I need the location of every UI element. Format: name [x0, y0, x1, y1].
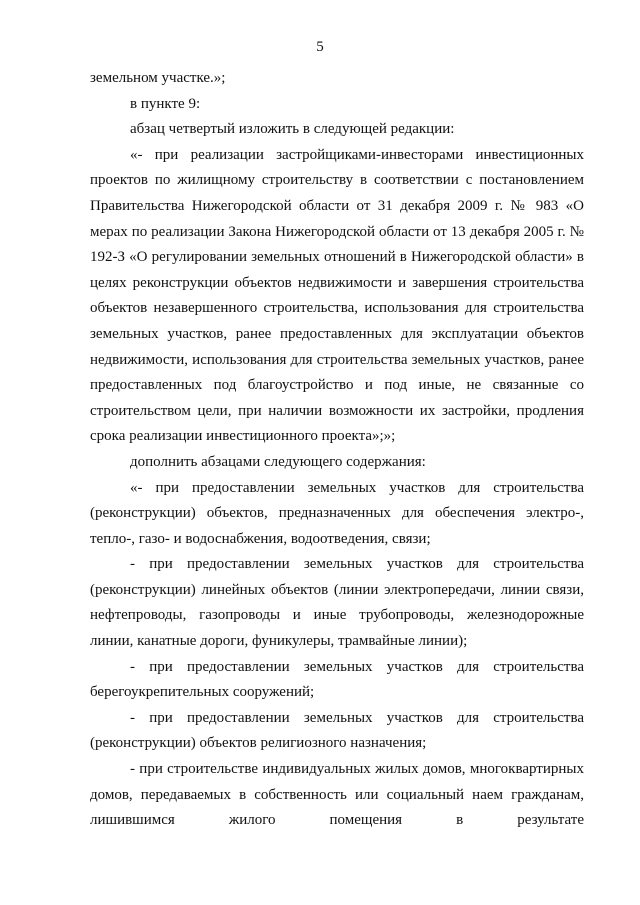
paragraph-shore-protection: - при предоставлении земельных участков для строительства берегоукрепительных сооружений;: [90, 658, 584, 701]
page-number: 5: [316, 39, 324, 55]
paragraph-investors: «- при реализации застройщиками-инвесторами инвестиционных проектов по жилищному строительству в соответствии с постановлением Правительства Нижегородской области от 31 декабря 2009 г. № 983 «О мерах по реализации Закона Нижегородской области от 13 декабря 2005 г. № 192-З «О регулировании земельных отношений в Нижегородской области» в целях реконструкции объектов недвижимости и завершения строительства объектов незавершенного строительства, использования для строительства земельных участков, ранее предоставленных для эксплуатации объектов недвижимости, использования для строительства земельных участков, ранее предоставленных под благоустройство и под иные, не связанные со строительством цели, при наличии возможности их застройки, продления срока реализации инвестиционного проекта»;»;: [90, 146, 584, 445]
document-body: [90, 66, 584, 834]
paragraph-utilities: «- при предоставлении земельных участков для строительства (реконструкции) объектов, предназначенных для обеспечения электро-, тепло-, газо- и водоснабжения, водоотведения, связи;: [90, 479, 584, 547]
paragraph-point-9: в пункте 9:: [130, 95, 201, 112]
paragraph-continuation: земельном участке.»;: [90, 70, 226, 86]
paragraph-housing: - при строительстве индивидуальных жилых домов, многоквартирных домов, передаваемых в собственность или социальный наем гражданам, лишившимся жилого помещения в результате: [90, 761, 584, 829]
paragraph-religious: - при предоставлении земельных участков для строительства (реконструкции) объектов религиозного назначения;: [90, 709, 584, 752]
paragraph-instruction-add: дополнить абзацами следующего содержания:: [130, 453, 426, 470]
paragraph-instruction-fourth: абзац четвертый изложить в следующей редакции:: [130, 121, 455, 138]
paragraph-linear-objects: - при предоставлении земельных участков для строительства (реконструкции) линейных объектов (линии электропередачи, линии связи, нефтепроводы, газопроводы и иные трубопроводы, железнодорожные линии, канатные дороги, фуникулеры, трамвайные линии);: [90, 556, 584, 650]
